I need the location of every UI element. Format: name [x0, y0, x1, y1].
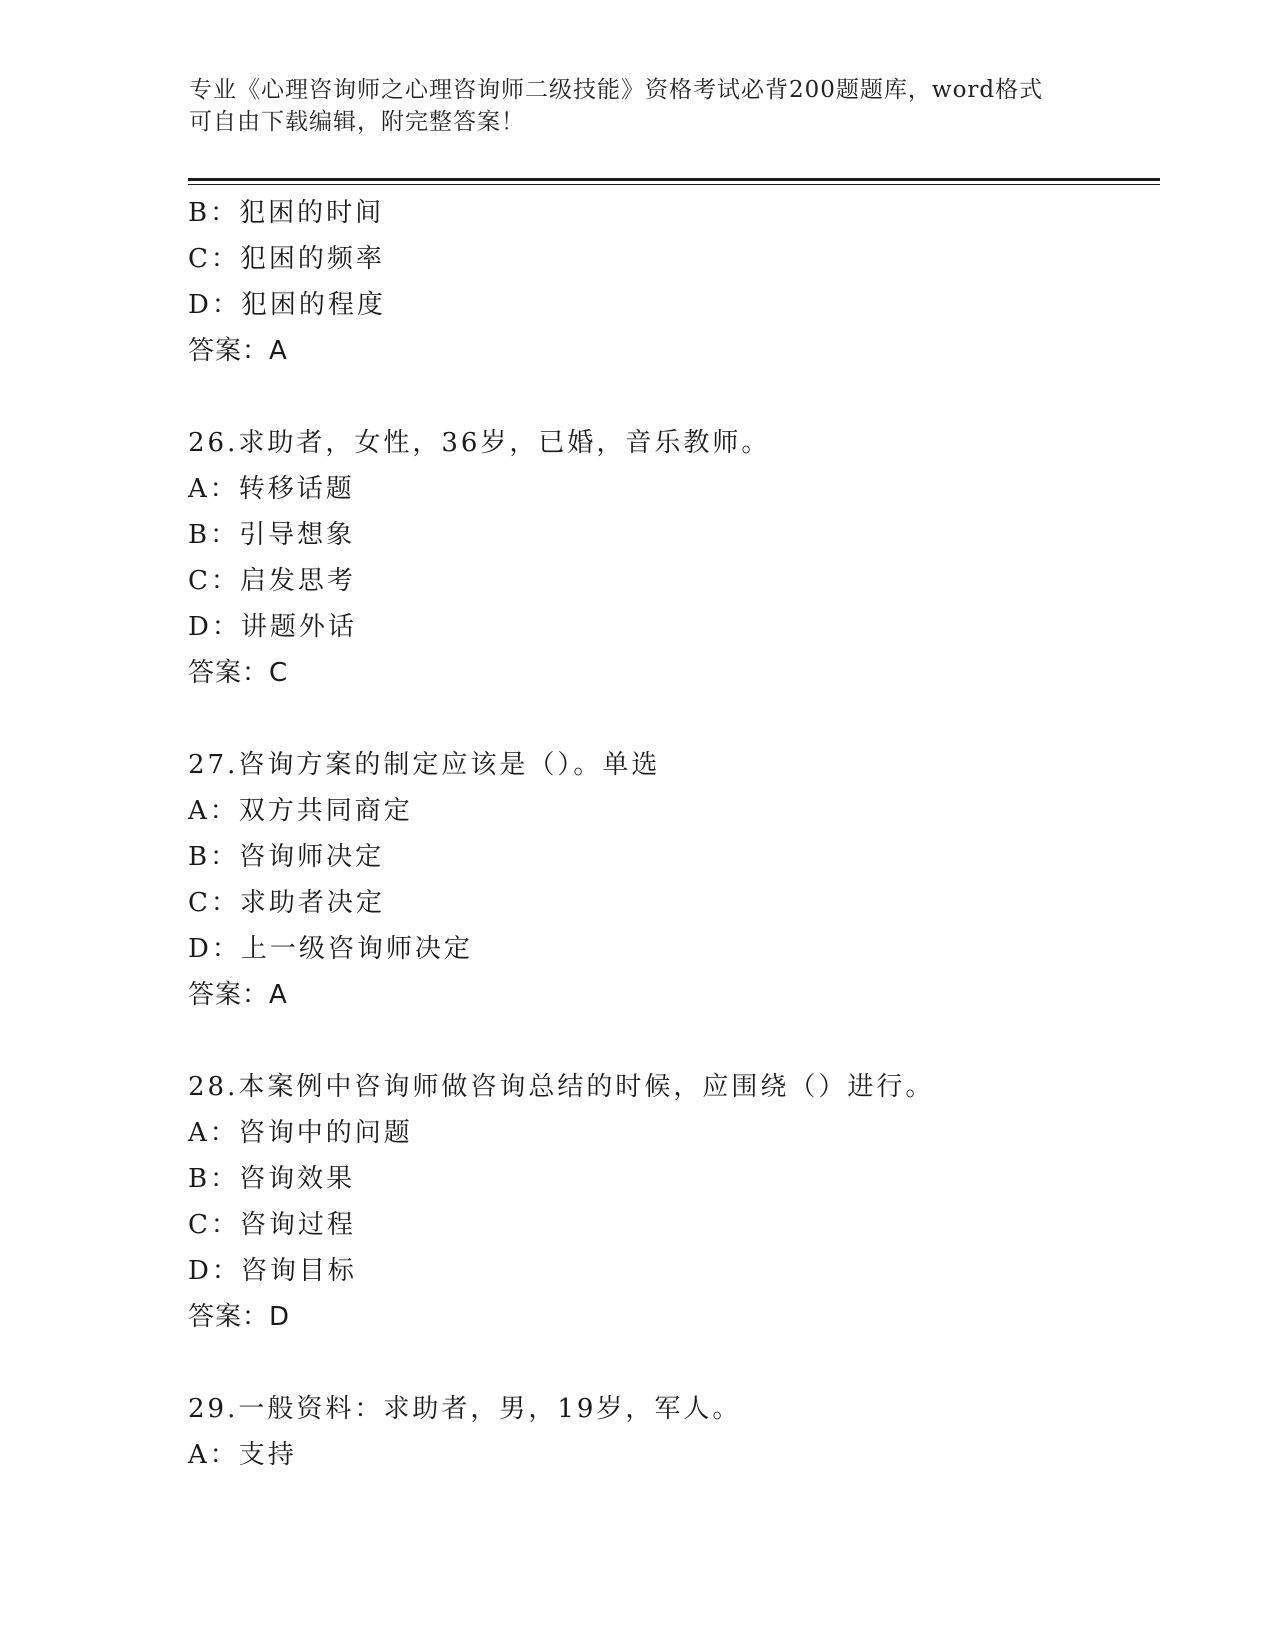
option-d: D：犯困的程度: [188, 290, 386, 320]
question-text: 27.咨询方案的制定应该是（）。单选: [188, 750, 661, 780]
option-a: A：支持: [188, 1440, 297, 1470]
answer-label: 答案：A: [188, 980, 288, 1010]
block-spacer: [188, 696, 1148, 742]
option-b: B：咨询效果: [188, 1164, 356, 1194]
document-header: [189, 74, 1089, 138]
option-a: A：咨询中的问题: [188, 1118, 413, 1148]
question-list: [188, 190, 1148, 1478]
block-spacer: [188, 1018, 1148, 1064]
option-d: D：讲题外话: [188, 612, 357, 642]
question-block-25: [188, 190, 1148, 374]
answer-label: 答案：D: [188, 1302, 291, 1332]
question-block-28: [188, 1064, 1148, 1340]
question-block-29: [188, 1386, 1148, 1478]
question-text: 29.一般资料：求助者，男，19岁，军人。: [188, 1394, 742, 1424]
option-c: C：求助者决定: [188, 888, 385, 918]
question-block-26: [188, 420, 1148, 696]
question-text: 28.本案例中咨询师做咨询总结的时候，应围绕（）进行。: [188, 1072, 935, 1102]
option-b: B：犯困的时间: [188, 198, 385, 228]
question-text: 26.求助者，女性，36岁，已婚，音乐教师。: [188, 428, 771, 458]
answer-label: 答案：A: [188, 336, 288, 366]
header-line-1: 专业《心理咨询师之心理咨询师二级技能》资格考试必背200题题库，word格式: [189, 77, 1044, 103]
option-d: D：上一级咨询师决定: [188, 934, 473, 964]
header-divider-thin: [188, 184, 1160, 185]
option-b: B：引导想象: [188, 520, 356, 550]
option-d: D：咨询目标: [188, 1256, 357, 1286]
option-c: C：犯困的频率: [188, 244, 385, 274]
option-c: C：咨询过程: [188, 1210, 356, 1240]
option-c: C：启发思考: [188, 566, 356, 596]
block-spacer: [188, 1340, 1148, 1386]
question-block-27: [188, 742, 1148, 1018]
option-a: A：转移话题: [188, 474, 355, 504]
header-divider-thick: [188, 178, 1160, 181]
option-a: A：双方共同商定: [188, 796, 413, 826]
option-b: B：咨询师决定: [188, 842, 385, 872]
header-line-2: 可自由下载编辑，附完整答案！: [189, 109, 525, 135]
answer-label: 答案：C: [188, 658, 289, 688]
block-spacer: [188, 374, 1148, 420]
